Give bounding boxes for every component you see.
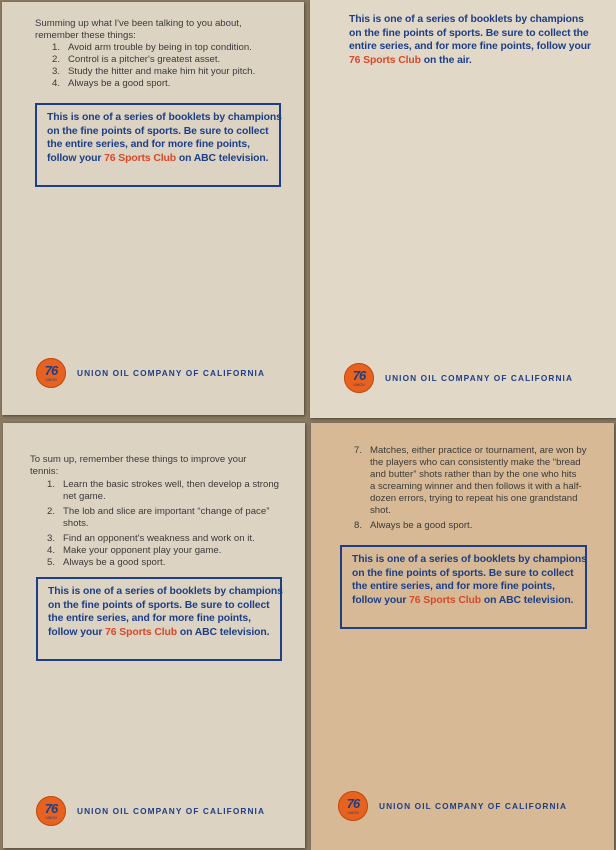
- booklet-page-tennis: [3, 423, 305, 848]
- company-name: UNION OIL COMPANY OF CALIFORNIA: [77, 806, 266, 816]
- company-name: UNION OIL COMPANY OF CALIFORNIA: [385, 373, 574, 383]
- union-76-logo: 76 UNION: [338, 791, 368, 821]
- list-item: 5. Always be a good sport.: [47, 557, 166, 568]
- list-item: 3. Study the hitter and make him hit your pitch.: [52, 66, 256, 77]
- sports-club-name: 76 Sports Club: [349, 54, 421, 66]
- company-name: UNION OIL COMPANY OF CALIFORNIA: [77, 368, 266, 378]
- tips-list: [354, 445, 587, 532]
- list-item: 2. The lob and slice are important “change of pace” shots.: [47, 506, 270, 529]
- booklet-page-tennis-end: [311, 423, 614, 850]
- company-name: UNION OIL COMPANY OF CALIFORNIA: [379, 801, 568, 811]
- company-footer: [338, 791, 567, 821]
- series-ad-text: This is one of a series of booklets by champions on the fine points of sports. Be sure to collect the entire series, and for more fine points, follow your 76 Sports Club on the air.: [349, 14, 591, 66]
- sports-club-name: 76 Sports Club: [104, 152, 177, 164]
- intro-text: To sum up, remember these things to improve your tennis:: [30, 454, 247, 477]
- company-footer: [36, 796, 265, 826]
- tips-list: [47, 479, 279, 569]
- list-item: 2. Control is a pitcher's greatest asset.: [52, 54, 221, 65]
- series-ad-box: This is one of a series of booklets by champions on the fine points of sports. Be sure to collect the entire series, and for more fine points, follow your 76 Sports Club on ABC television.: [340, 545, 587, 629]
- series-ad-box: This is one of a series of booklets by champions on the fine points of sports. Be sure to collect the entire series, and for more fine points, follow your 76 Sports Club on ABC television.: [36, 577, 282, 661]
- company-footer: [344, 363, 573, 393]
- intro-text: Summing up what I've been talking to you about, remember these things:: [35, 18, 242, 41]
- tips-list: [52, 42, 255, 90]
- list-item: 3. Find an opponent's weakness and work on it.: [47, 533, 255, 544]
- list-item: 8. Always be a good sport.: [354, 520, 473, 531]
- list-item: 4. Always be a good sport.: [52, 78, 171, 89]
- list-item: 1. Avoid arm trouble by being in top condition.: [52, 42, 252, 53]
- list-item: 1. Learn the basic strokes well, then develop a strong net game.: [47, 479, 279, 502]
- booklet-page-baseball: [2, 2, 304, 415]
- list-item: 7. Matches, either practice or tournament, are won by the players who can consistently make the “bread and butter” shots rather than by the one who hits a screaming winner and then follows it with a half- dozen errors, trying to repeat his one grandstand shot.: [354, 445, 587, 516]
- booklet-page-back: [310, 0, 616, 418]
- union-76-logo: 76 UNION: [36, 796, 66, 826]
- sports-club-name: 76 Sports Club: [105, 626, 178, 638]
- sports-club-name: 76 Sports Club: [409, 594, 482, 606]
- series-ad-box: This is one of a series of booklets by champions on the fine points of sports. Be sure to collect the entire series, and for more fine points, follow your 76 Sports Club on ABC television.: [35, 103, 281, 187]
- union-76-logo: 76 UNION: [36, 358, 66, 388]
- list-item: 4. Make your opponent play your game.: [47, 545, 222, 556]
- company-footer: [36, 358, 265, 388]
- union-76-logo: 76 UNION: [344, 363, 374, 393]
